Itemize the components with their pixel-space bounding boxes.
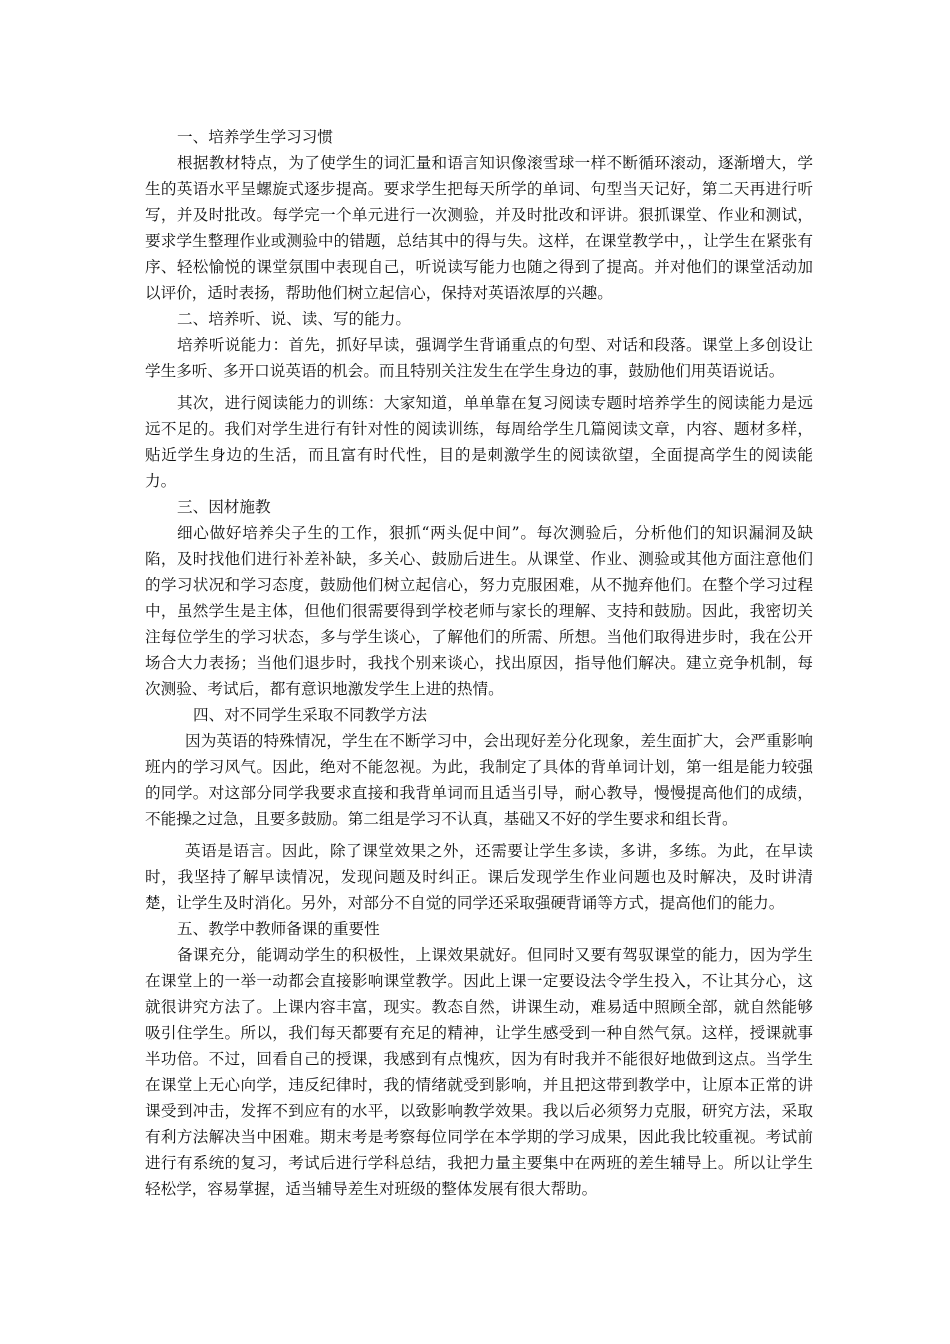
section-2-paragraph-1: 培养听说能力：首先，抓好早读，强调学生背诵重点的句型、对话和段落。课堂上多创设让学生多听、多开口说英语的机会。而且特别关注发生在学生身边的事，鼓励他们用英语说话。 xyxy=(145,336,813,380)
section-4-heading: 四、对不同学生采取不同教学方法 xyxy=(193,706,427,724)
section-3-heading: 三、因材施教 xyxy=(177,498,271,516)
section-1-heading: 一、培养学生学习习惯 xyxy=(177,128,333,146)
section-5-heading: 五、教学中教师备课的重要性 xyxy=(177,920,380,938)
section-4-paragraph-1: 因为英语的特殊情况，学生在不断学习中，会出现好差分化现象，差生面扩大，会严重影响班内的学习风气。因此，绝对不能忽视。为此，我制定了具体的背单词计划，第一组是能力较强的同学。对这部分同学我要求直接和我背单词而且适当引导，耐心教导，慢慢提高他们的成绩，不能操之过急，且要多鼓励。第二组是学习不认真，基础又不好的学生要求和组长背。 xyxy=(145,732,813,828)
document-body xyxy=(145,124,813,1202)
section-3-paragraph-1: 细心做好培养尖子生的工作，狠抓“两头促中间”。每次测验后，分析他们的知识漏洞及缺陷，及时找他们进行补差补缺，多关心、鼓励后进生。从课堂、作业、测验或其他方面注意他们的学习状况和学习态度，鼓励他们树立起信心，努力克服困难，从不抛弃他们。在整个学习过程中，虽然学生是主体，但他们很需要得到学校老师与家长的理解、支持和鼓励。因此，我密切关注每位学生的学习状态，多与学生谈心，了解他们的所需、所想。当他们取得进步时，我在公开场合大力表扬；当他们退步时，我找个别来谈心，找出原因，指导他们解决。建立竞争机制，每次测验、考试后，都有意识地激发学生上进的热情。 xyxy=(145,524,813,698)
section-2-paragraph-2: 其次，进行阅读能力的训练：大家知道，单单靠在复习阅读专题时培养学生的阅读能力是远远不足的。我们对学生进行有针对性的阅读训练，每周给学生几篇阅读文章，内容、题材多样，贴近学生身边的生活，而且富有时代性，目的是刺激学生的阅读欲望，全面提高学生的阅读能力。 xyxy=(145,394,813,490)
section-1-paragraph-1: 根据教材特点，为了使学生的词汇量和语言知识像滚雪球一样不断循环滚动，逐渐增大，学生的英语水平呈螺旋式逐步提高。要求学生把每天所学的单词、句型当天记好，第二天再进行听写，并及时批改。每学完一个单元进行一次测验，并及时批改和评讲。狠抓课堂、作业和测试，要求学生整理作业或测验中的错题，总结其中的得与失。这样，在课堂教学中，，让学生在紧张有序、轻松愉悦的课堂氛围中表现自己，听说读写能力也随之得到了提高。并对他们的课堂活动加以评价，适时表扬，帮助他们树立起信心，保持对英语浓厚的兴趣。 xyxy=(145,154,813,302)
section-2-heading: 二、培养听、说、读、写的能力。 xyxy=(177,310,411,328)
section-5-paragraph-1: 备课充分，能调动学生的积极性，上课效果就好。但同时又要有驾驭课堂的能力，因为学生在课堂上的一举一动都会直接影响课堂教学。因此上课一定要设法令学生投入，不让其分心，这就很讲究方法了。上课内容丰富，现实。教态自然，讲课生动，难易适中照顾全部，就自然能够吸引住学生。所以，我们每天都要有充足的精神，让学生感受到一种自然气氛。这样，授课就事半功倍。不过，回看自己的授课，我感到有点愧疚，因为有时我并不能很好地做到这点。当学生在课堂上无心向学，违反纪律时，我的情绪就受到影响，并且把这带到教学中，让原本正常的讲课受到冲击，发挥不到应有的水平，以致影响教学效果。我以后必须努力克服，研究方法，采取有利方法解决当中困难。期末考是考察每位同学在本学期的学习成果，因此我比较重视。考试前进行有系统的复习，考试后进行学科总结，我把力量主要集中在两班的差生辅导上。所以让学生轻松学，容易掌握，适当辅导差生对班级的整体发展有很大帮助。 xyxy=(145,946,813,1198)
section-4-paragraph-2: 英语是语言。因此，除了课堂效果之外，还需要让学生多读，多讲，多练。为此，在早读时，我坚持了解早读情况，发现问题及时纠正。课后发现学生作业问题也及时解决，及时讲清楚，让学生及时消化。另外，对部分不自觉的同学还采取强硬背诵等方式，提高他们的能力。 xyxy=(145,842,813,912)
